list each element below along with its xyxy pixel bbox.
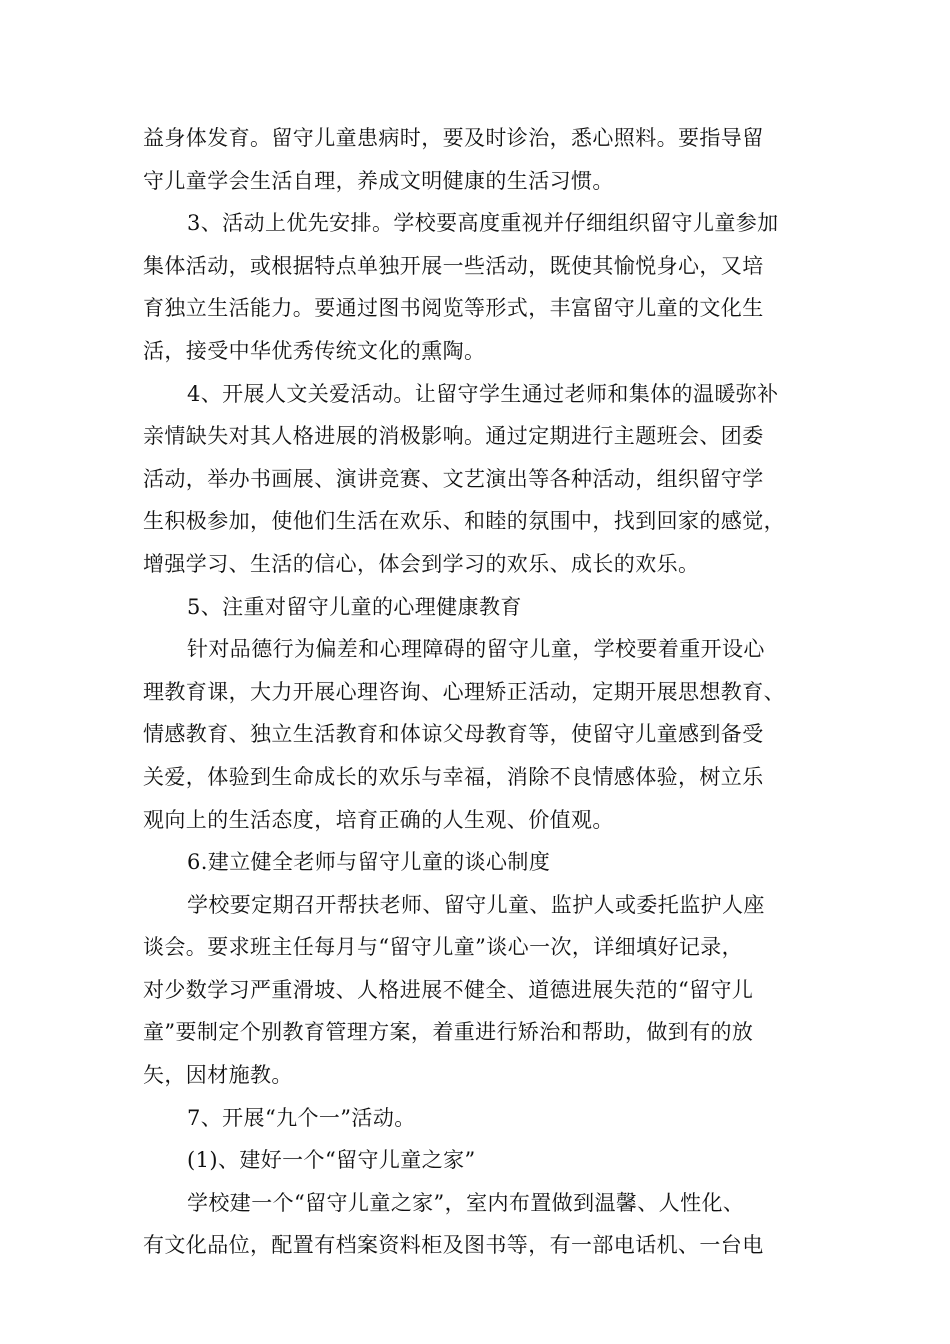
text-line: 4、开展人文关爱活动。让留守学生通过老师和集体的温暖弥补 <box>187 381 779 406</box>
text-line: 童”要制定个别教育管理方案，着重进行矫治和帮助，做到有的放 <box>143 1020 754 1045</box>
text-line: 学校建一个“留守儿童之家”，室内布置做到温馨、人性化、 <box>187 1190 745 1215</box>
text-line: 谈会。要求班主任每月与“留守儿童”谈心一次，详细填好记录， <box>143 935 744 960</box>
text-line: 3、活动上优先安排。学校要高度重视并仔细组织留守儿童参加 <box>187 211 779 236</box>
text-line: 学校要定期召开帮扶老师、留守儿童、监护人或委托监护人座 <box>187 892 765 917</box>
text-line: 增强学习、生活的信心，体会到学习的欢乐、成长的欢乐。 <box>143 551 700 576</box>
text-line: 有文化品位，配置有档案资料柜及图书等，有一部电话机、一台电 <box>143 1233 764 1258</box>
text-line: 活动，举办书画展、演讲竞赛、文艺演出等各种活动，组织留守学 <box>143 466 764 491</box>
text-line: 关爱，体验到生命成长的欢乐与幸福，消除不良情感体验，树立乐 <box>143 764 764 789</box>
text-line: 集体活动，或根据特点单独开展一些活动，既使其愉悦身心，又培 <box>143 253 764 278</box>
text-line: 益身体发育。留守儿童患病时，要及时诊治，悉心照料。要指导留 <box>143 126 764 150</box>
text-line: 矢，因材施教。 <box>143 1063 293 1088</box>
document-body <box>143 117 811 1267</box>
text-line: (1)、建好一个“留守儿童之家” <box>187 1148 476 1173</box>
text-line: 观向上的生活态度，培育正确的人生观、价值观。 <box>143 807 614 832</box>
text-line: 7、开展“九个一”活动。 <box>187 1105 416 1130</box>
text-line: 6.建立健全老师与留守儿童的谈心制度 <box>187 850 551 875</box>
text-line: 理教育课，大力开展心理咨询、心理矫正活动，定期开展思想教育、 <box>143 679 785 704</box>
text-line: 亲情缺失对其人格进展的消极影响。通过定期进行主题班会、团委 <box>143 424 764 449</box>
text-line: 5、注重对留守儿童的心理健康教育 <box>187 594 522 619</box>
text-line: 生积极参加，使他们生活在欢乐、和睦的氛围中，找到回家的感觉， <box>143 509 785 534</box>
text-line: 针对品德行为偏差和心理障碍的留守儿童，学校要着重开设心 <box>187 637 765 662</box>
text-line: 情感教育、独立生活教育和体谅父母教育等，使留守儿童感到备受 <box>143 722 764 747</box>
text-line: 活，接受中华优秀传统文化的熏陶。 <box>143 338 486 363</box>
text-line: 育独立生活能力。要通过图书阅览等形式，丰富留守儿童的文化生 <box>143 296 764 321</box>
text-line: 对少数学习严重滑坡、人格进展不健全、道德进展失范的“留守儿 <box>143 977 754 1002</box>
text-line: 守儿童学会生活自理，养成文明健康的生活习惯。 <box>143 168 614 193</box>
